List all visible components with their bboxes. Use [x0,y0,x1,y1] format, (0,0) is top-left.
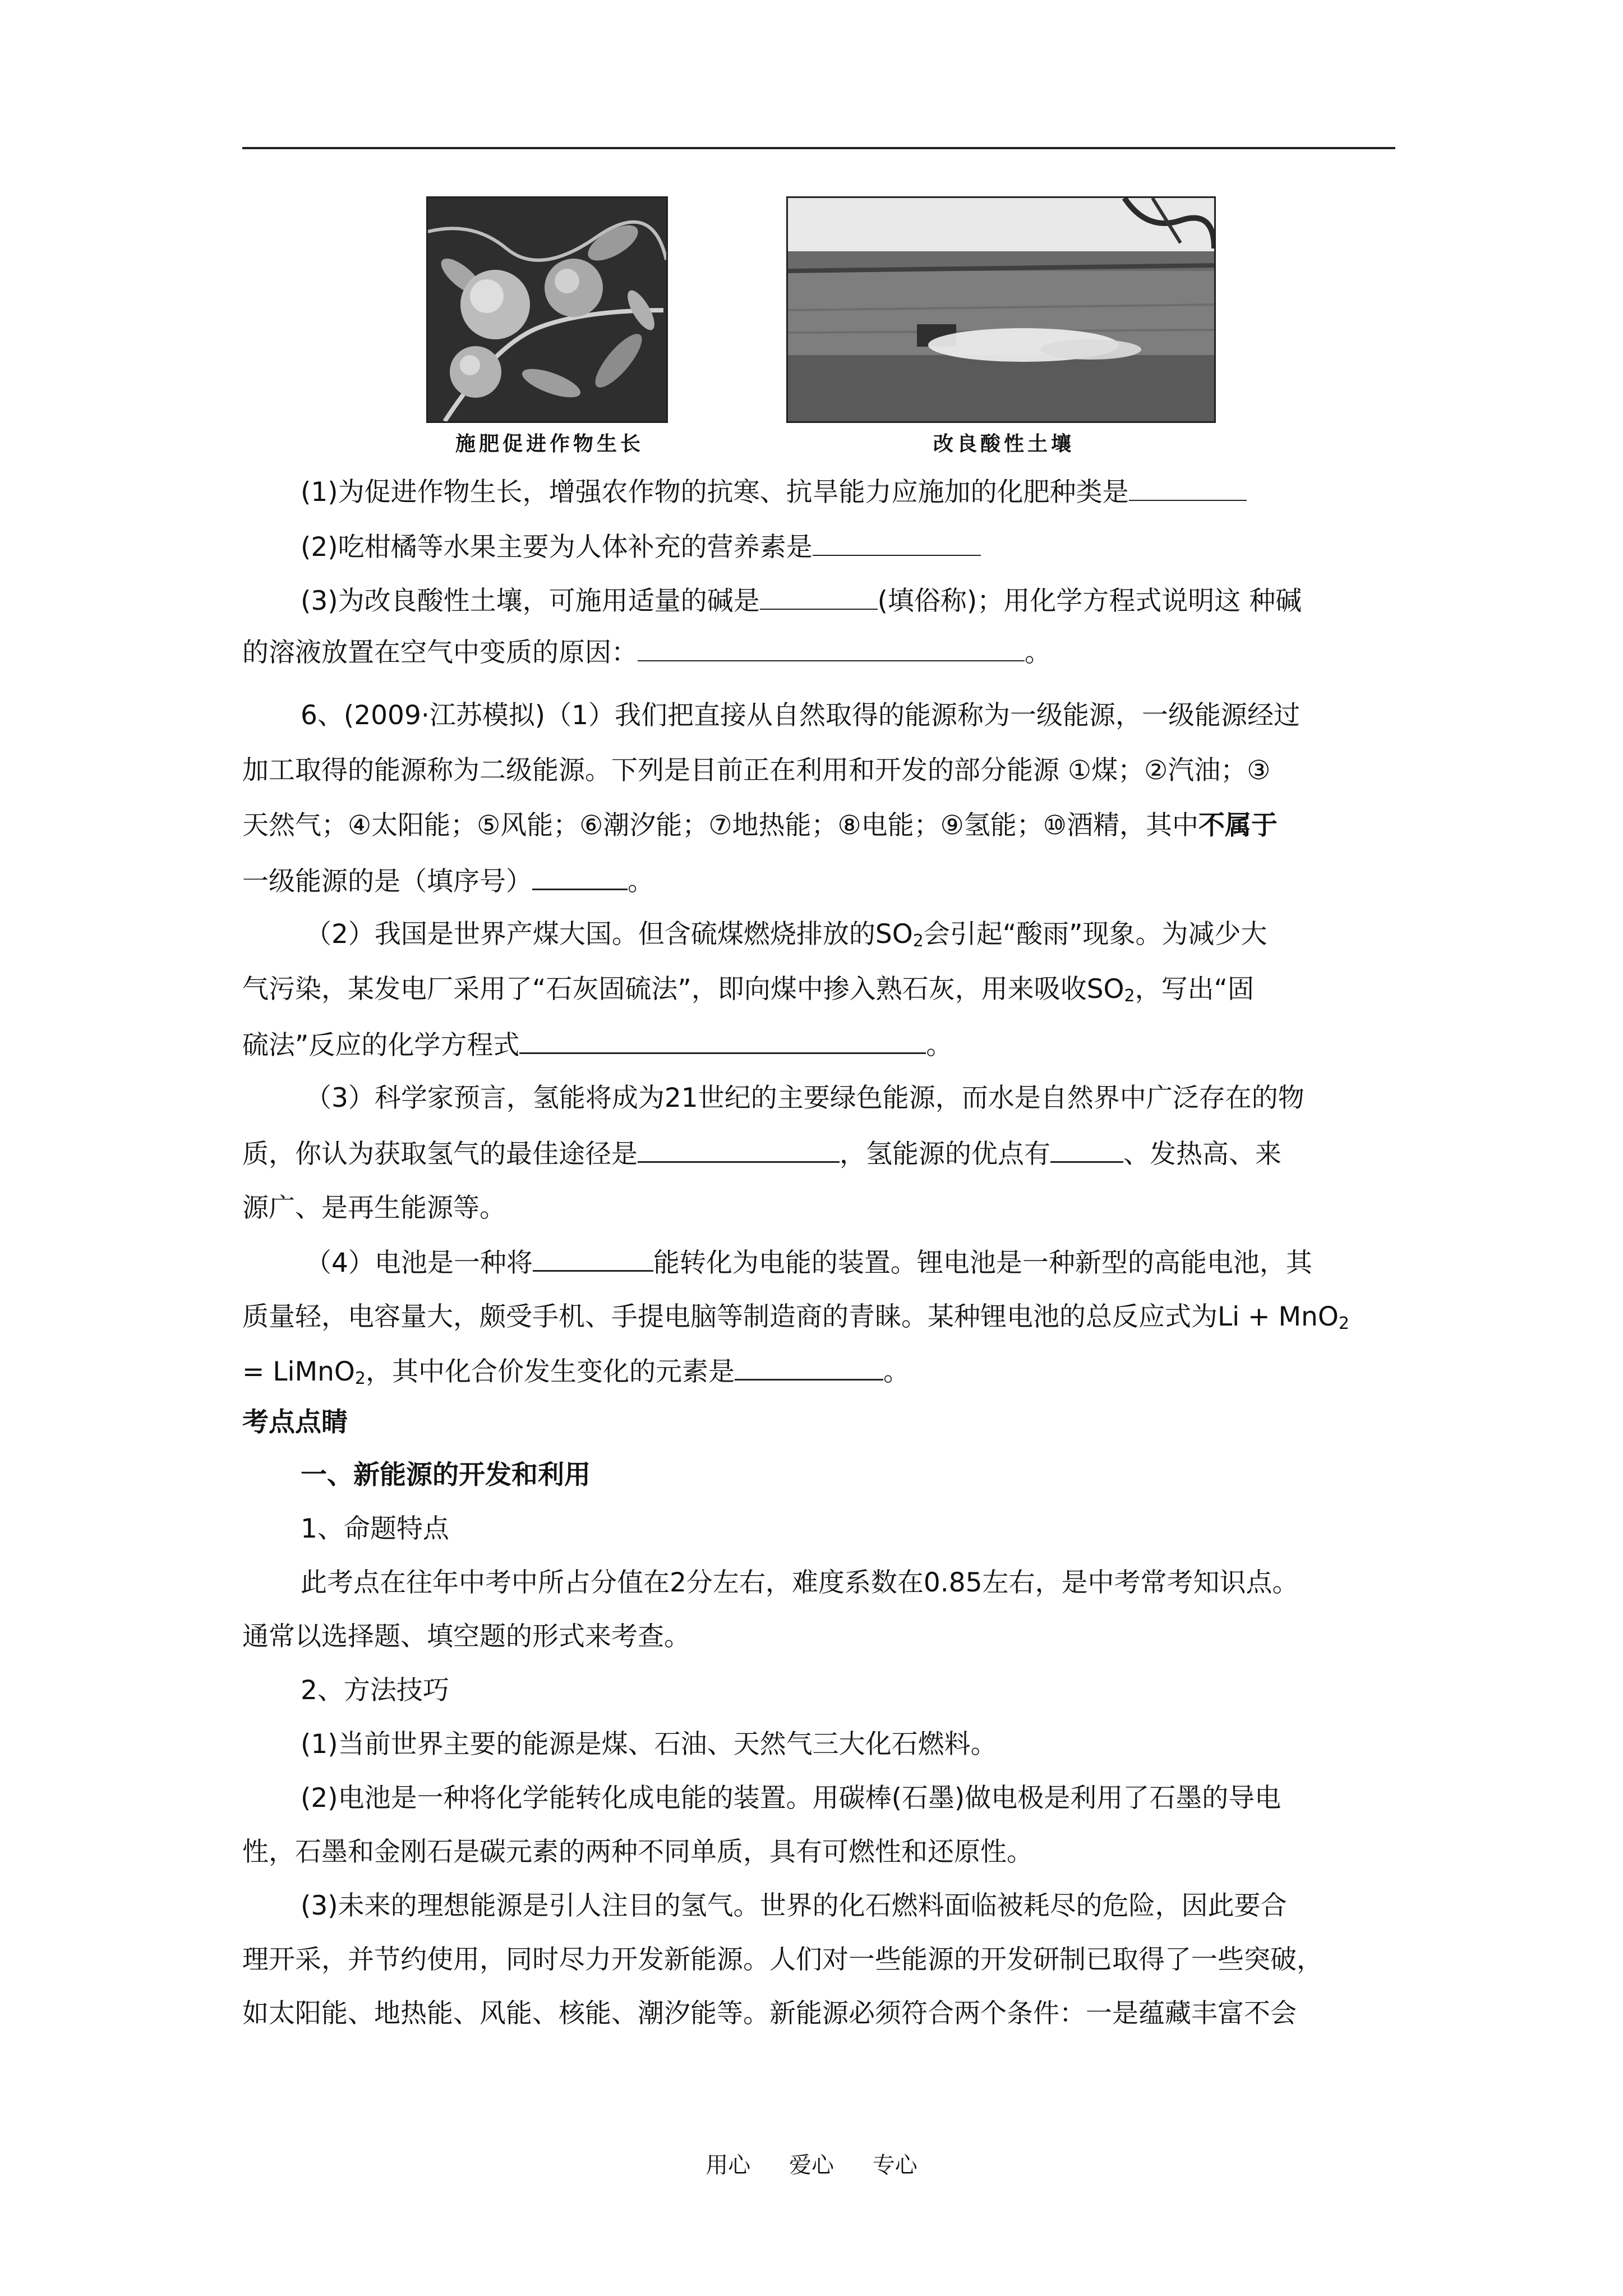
q5-part1: (1)为促进作物生长，增强农作物的抗寒、抗旱能力应施加的化肥种类是 [301,475,1247,509]
subheading-1: 1、命题特点 [301,1513,449,1544]
q6-part2-line2: 气污染，某发电厂采用了“石灰固硫法”，即向煤中掺入熟石灰，用来吸收$SO_2$，写出“固 [242,974,1254,1006]
section-heading-1: 一、新能源的开发和利用 [301,1460,591,1490]
q5-part3-cont: 的溶液放置在空气中变质的原因： 。 [242,636,1051,670]
paragraph-line: 如太阳能、地热能、风能、核能、潮汐能等。新能源必须符合两个条件：一是蕴藏丰富不会 [242,1998,1297,2029]
q6-part3-line1: （3）科学家预言，氢能将成为21世纪的主要绿色能源，而水是自然界中广泛存在的物 [305,1083,1304,1114]
q6-part3-line2: 质，你认为获取氢气的最佳途径是 ，氢能源的优点有 、发热高、来 [242,1137,1281,1171]
q6-part3-line3: 源广、是再生能源等。 [242,1193,506,1223]
answer-blank[interactable] [533,1245,653,1272]
answer-blank[interactable] [735,1354,883,1381]
q6-part4-line3: = LiMnO$_2$，其中化合价发生变化的元素是 。 [242,1354,910,1389]
paragraph-line: 理开采，并节约使用，同时尽力开发新能源。人们对一些能源的开发研制已取得了一些突破， [242,1944,1323,1975]
q6-part2-line1: （2）我国是世界产煤大国。但含硫煤燃烧排放的$SO_2$会引起“酸雨”现象。为减少大 [305,919,1267,951]
answer-blank[interactable] [813,530,981,556]
paragraph-line: 通常以选择题、填空题的形式来考查。 [242,1621,690,1652]
section-title-kaodian: 考点点睛 [242,1407,348,1438]
q6-line1: 6、(2009·江苏模拟)（1）我们把直接从自然取得的能源称为一级能源，一级能源经过 [301,700,1301,731]
footer-word: 用心 [706,2152,751,2178]
answer-blank[interactable] [1050,1137,1123,1163]
footer-word: 专心 [872,2152,917,2178]
answer-blank[interactable] [638,636,1025,661]
q6-part2-line3: 硫法”反应的化学方程式 。 [242,1028,952,1062]
figure-caption-right: 改良酸性土壤 [933,432,1075,455]
paragraph-line: (3)未来的理想能源是引人注目的氢气。世界的化石燃料面临被耗尽的危险，因此要合 [301,1890,1287,1921]
answer-blank[interactable] [1129,475,1247,501]
paragraph-line: (2)电池是一种将化学能转化成电能的装置。用碳棒(石墨)做电极是利用了石墨的导电 [301,1783,1281,1814]
answer-blank[interactable] [760,584,878,610]
footer-word: 爱心 [789,2152,834,2178]
paragraph-line: (1)当前世界主要的能源是煤、石油、天然气三大化石燃料。 [301,1729,997,1760]
q6-line3: 天然气；④太阳能；⑤风能；⑥潮汐能；⑦地热能；⑧电能；⑨氢能；⑩酒精，其中不属于 [242,810,1278,841]
answer-blank[interactable] [519,1028,926,1054]
subheading-2: 2、方法技巧 [301,1675,449,1706]
paragraph-line: 性，石墨和金刚石是碳元素的两种不同单质，具有可燃性和还原性。 [242,1837,1033,1867]
q6-part4-line1: （4）电池是一种将 能转化为电能的装置。锂电池是一种新型的高能电池，其 [305,1245,1312,1280]
soil-improvement-photo [786,196,1216,423]
answer-blank[interactable] [532,864,628,890]
figure-caption-left: 施肥促进作物生长 [455,432,644,455]
q6-line2: 加工取得的能源称为二级能源。下列是目前正在利用和开发的部分能源 ①煤；②汽油；③ [242,755,1271,786]
header-rule [242,147,1395,149]
q5-part3: (3)为改良酸性土壤，可施用适量的碱是 (填俗称)；用化学方程式说明这 种碱 [301,584,1302,618]
q6-line4: 一级能源的是（填序号） 。 [242,864,654,899]
page-footer [0,2147,1623,2179]
answer-blank[interactable] [638,1137,840,1163]
fertilizer-photo [426,196,668,423]
q5-part2: (2)吃柑橘等水果主要为人体补充的营养素是 [301,530,981,564]
q6-part4-line2: 质量轻，电容量大，颇受手机、手提电脑等制造商的青睐。某种锂电池的总反应式为Li + MnO$_2$ [242,1301,1349,1333]
paragraph-line: 此考点在往年中考中所占分值在2分左右，难度系数在0.85左右，是中考常考知识点。 [301,1567,1299,1598]
